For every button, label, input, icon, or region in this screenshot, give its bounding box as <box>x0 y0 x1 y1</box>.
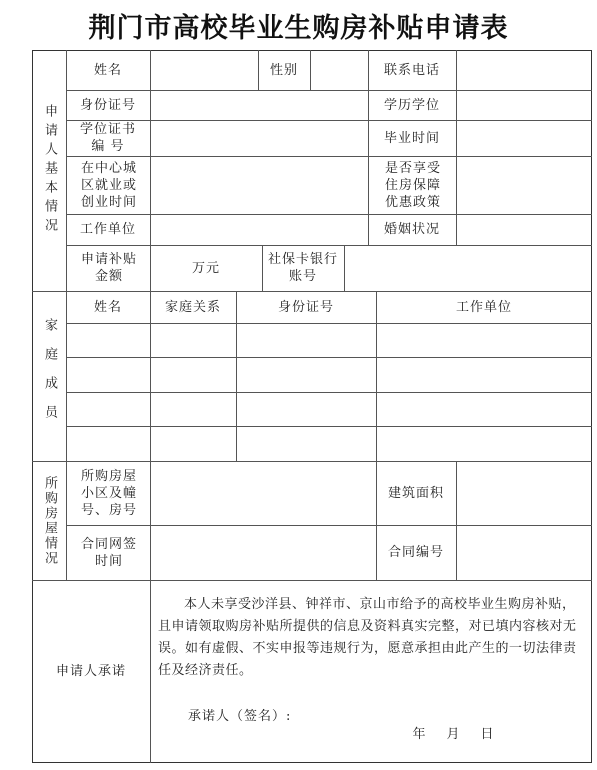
employment-time-field[interactable] <box>151 157 367 213</box>
contract-time-label: 合同网签时间 <box>80 536 137 569</box>
building-area-label: 建筑面积 <box>387 485 444 501</box>
marital-status-label: 婚姻状况 <box>383 222 440 237</box>
education-field[interactable] <box>457 91 591 119</box>
subsidy-amount-label: 申请补贴金额 <box>80 252 137 284</box>
phone-label: 联系电话 <box>383 62 440 78</box>
applicant-section-label <box>32 50 66 291</box>
building-area-field[interactable] <box>457 462 591 524</box>
applicant-section-text: 申请人基本情况 <box>42 104 57 237</box>
family-row[interactable] <box>67 393 591 425</box>
name-label: 姓名 <box>93 62 122 78</box>
graduation-time-label: 毕业时间 <box>383 130 440 146</box>
education-label: 学历学位 <box>383 97 440 113</box>
family-header-relation: 家庭关系 <box>164 299 221 315</box>
family-row[interactable] <box>67 324 591 356</box>
housing-benefit-field[interactable] <box>457 157 591 213</box>
col-line <box>150 580 151 763</box>
house-address-field[interactable] <box>151 462 375 524</box>
phone-field[interactable] <box>457 51 591 89</box>
col-line <box>262 245 263 291</box>
family-section-label <box>32 291 66 461</box>
work-unit-field[interactable] <box>151 215 367 244</box>
family-header-unit: 工作单位 <box>455 299 512 315</box>
gender-label: 性别 <box>269 62 298 78</box>
house-section-text: 所购房屋情况 <box>42 475 57 566</box>
degree-cert-label: 学位证书编 号 <box>79 122 136 154</box>
family-row[interactable] <box>67 358 591 391</box>
work-unit-label: 工作单位 <box>79 222 136 237</box>
bank-account-field[interactable] <box>345 246 591 290</box>
gender-field[interactable] <box>311 51 367 89</box>
bank-account-label: 社保卡银行账号 <box>268 252 339 284</box>
family-section-text: 家庭成员 <box>42 318 57 434</box>
id-number-label: 身份证号 <box>79 97 136 113</box>
id-number-field[interactable] <box>151 91 367 119</box>
house-address-label: 所购房屋小区及幢号、房号 <box>80 468 137 518</box>
contract-no-label: 合同编号 <box>387 545 444 560</box>
graduation-time-field[interactable] <box>457 121 591 155</box>
contract-no-field[interactable] <box>457 526 591 579</box>
marital-status-field[interactable] <box>457 215 591 244</box>
family-row[interactable] <box>67 427 591 460</box>
housing-benefit-label: 是否享受住房保障优惠政策 <box>384 160 441 210</box>
form-title: 荆门市高校毕业生购房补贴申请表 <box>88 13 509 44</box>
signer-label[interactable]: 承诺人（签名）: <box>188 708 292 724</box>
pledge-label: 申请人承诺 <box>55 664 126 679</box>
pledge-date[interactable]: 年 月 日 <box>412 726 498 742</box>
pledge-text: 本人未享受沙洋县、钟祥市、京山市给予的高校毕业生购房补贴，且申请领取购房补贴所提供的信息及资料真实完整，对已填内容核对无误。如有虚假、不实申报等违规行为，愿意承担由此产生的一切法律责任及经济责任。 <box>158 597 577 678</box>
family-header-name: 姓名 <box>93 299 122 315</box>
employment-time-label: 在中心城区就业或创业时间 <box>80 160 137 210</box>
family-header-id: 身份证号 <box>277 299 334 315</box>
amount-unit[interactable]: 万元 <box>191 260 220 276</box>
name-field[interactable] <box>151 51 257 89</box>
contract-time-field[interactable] <box>151 526 375 579</box>
degree-cert-field[interactable] <box>151 121 367 155</box>
house-section-label <box>32 461 66 580</box>
